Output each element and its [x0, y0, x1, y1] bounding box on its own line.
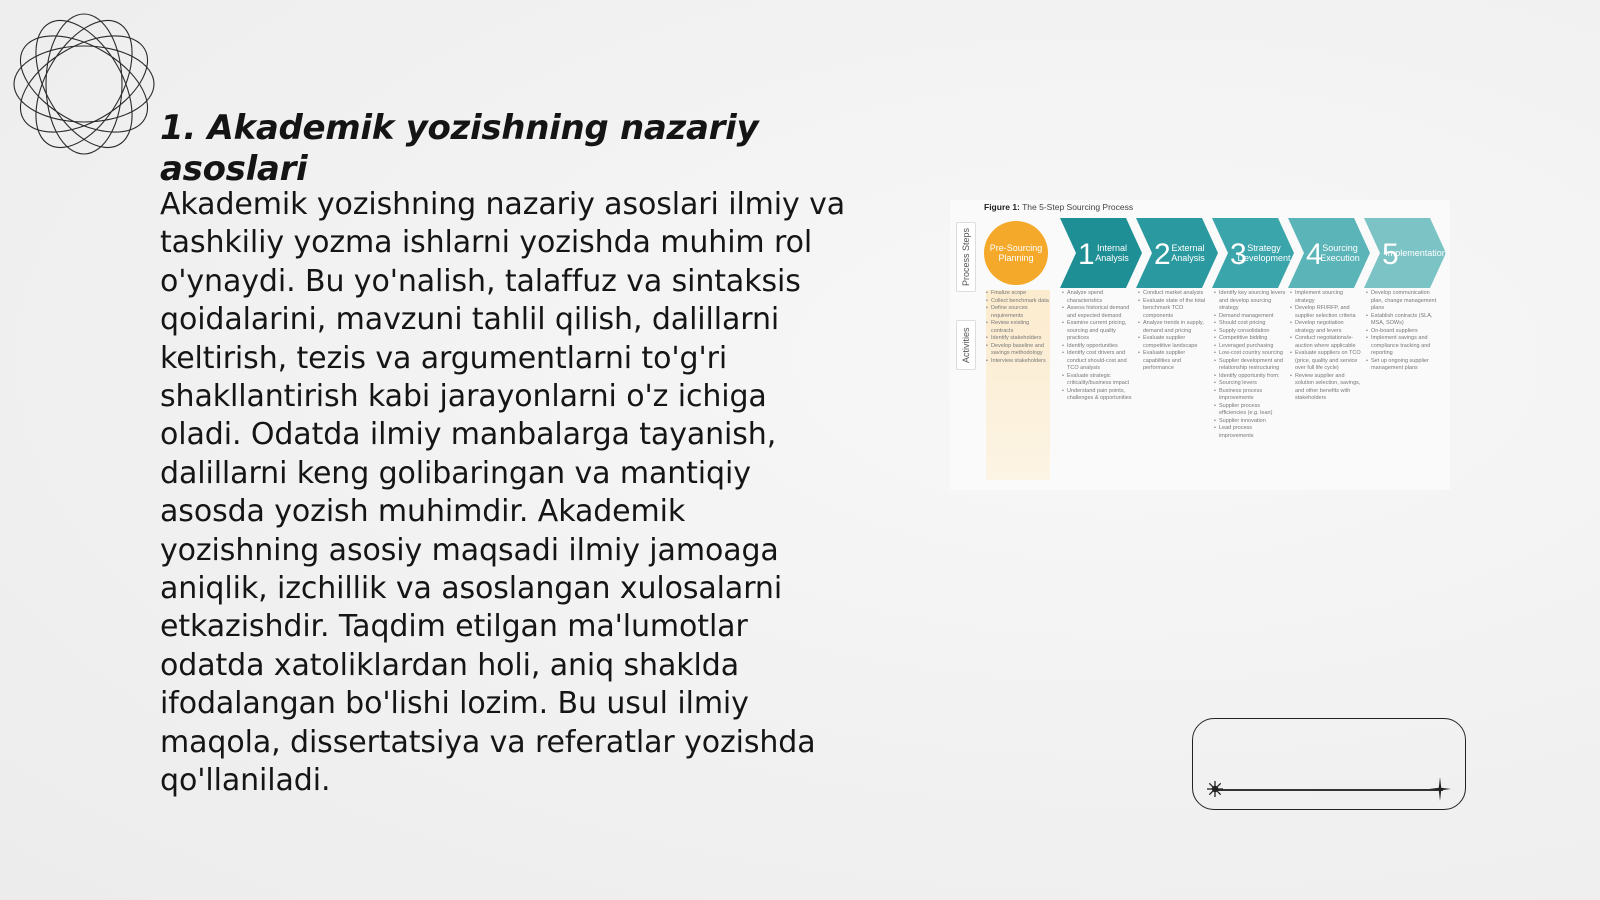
activity-item: • Evaluate supplier competitive landscape: [1138, 335, 1210, 350]
activity-item: • Demand management: [1214, 313, 1286, 321]
activity-item: • Identify opportunities: [1062, 343, 1134, 351]
activity-item: • Analyze trends in supply, demand and pricing: [1138, 320, 1210, 335]
activity-item: • On-board suppliers: [1366, 328, 1438, 336]
activity-item: • Define sources requirements: [986, 305, 1050, 320]
activity-column: [1062, 290, 1134, 480]
activity-item: • Implement sourcing strategy: [1290, 290, 1362, 305]
activity-item: • Develop baseline and savings methodology: [986, 343, 1050, 358]
activity-item: • Lead process improvements: [1214, 425, 1286, 440]
process-step-label: Analysis: [1095, 253, 1129, 263]
activity-item: • Finalize scope: [986, 290, 1050, 298]
activity-item: • Develop negotiation strategy and levers: [1290, 320, 1362, 335]
process-step-number: 1: [1078, 238, 1095, 271]
process-step-label: Internal: [1096, 243, 1128, 253]
slide-title: 1. Akademik yozishning nazariy asoslari: [160, 108, 759, 189]
activity-item: • Conduct negotiations/e-auction where applicable: [1290, 335, 1362, 350]
activity-item: • Evaluate supplier capabilities and performance: [1138, 350, 1210, 373]
activity-item: • Supplier development and relationship restructuring: [1214, 358, 1286, 373]
activity-item: • Leveraged purchasing: [1214, 343, 1286, 351]
process-step-label: Analysis: [1171, 253, 1205, 263]
activity-item: • Evaluate suppliers on TCO (price, quality and service over full life cycle): [1290, 350, 1362, 373]
slide-body-text: Akademik yozishning nazariy asoslari ilmiy va tashkiliy yozma ishlarni yozishda muhim rol o'ynaydi. Bu yo'nalish, talaffuz va sintaksis qoidalarini, mavzuni tahlil qilish, dalillarni keltirish, tezis va argumentlarni to'g'ri shakllantirish kabi jarayonlarni o'z ichiga oladi. Odatda ilmiy manbalarga tayanish, dalillarni keng golibaringan va mantiqiy asosda yozish muhimdir. Akademik yozishning asosiy maqsadi ilmiy jamoaga aniqlik, izchillik va asoslangan xulosalarni etkazishdir. Taqdim etilgan ma'lumotlar odatda xatoliklardan holi, aniq shaklda ifodalangan bo'lishi lozim. Bu usul ilmiy maqola, dissertatsiya va referatlar yozishda qo'llaniladi.: [160, 187, 846, 799]
process-step-label: Development: [1237, 253, 1291, 263]
activity-item: • Set up ongoing supplier management plans: [1366, 358, 1438, 373]
timeline-line: [1213, 789, 1443, 791]
activity-item: • Evaluate strategic criticality/business impact: [1062, 373, 1134, 388]
activity-item: • Develop communication plan, change management plans: [1366, 290, 1438, 313]
activity-item: • Identify stakeholders: [986, 335, 1050, 343]
activity-item: • Identify key sourcing levers and develop sourcing strategy: [1214, 290, 1286, 313]
activity-item: • Business process improvements: [1214, 388, 1286, 403]
activity-item: • Competitive bidding: [1214, 335, 1286, 343]
activity-item: • Evaluate state of the total benchmark TCO components: [1138, 298, 1210, 321]
activity-item: • Identify opportunity from:: [1214, 373, 1286, 381]
activity-item: • Establish contracts (SLA, MSA, SOWs): [1366, 313, 1438, 328]
process-step-label: Implementation: [1385, 248, 1447, 258]
process-step-label: Planning: [998, 253, 1034, 263]
process-step-label: Execution: [1320, 253, 1360, 263]
activity-item: • Examine current pricing, sourcing and quality practices: [1062, 320, 1134, 343]
activity-column: [1214, 290, 1286, 480]
side-tab-process-steps: Process Steps: [956, 222, 976, 292]
process-step-label: Pre-Sourcing: [989, 243, 1043, 253]
activity-item: • Supply consolidation: [1214, 328, 1286, 336]
activity-item: • Develop RFI/RFP, and supplier selection criteria: [1290, 305, 1362, 320]
activity-item: • Collect benchmark data: [986, 298, 1050, 306]
activity-item: • Supplier innovation: [1214, 418, 1286, 426]
timeline-box: [1192, 718, 1466, 810]
activity-column: [1366, 290, 1438, 480]
activity-item: • Interview stakeholders: [986, 358, 1050, 366]
process-step-number: 4: [1306, 238, 1323, 271]
process-step-number: 5: [1382, 238, 1399, 271]
figure-caption-label: Figure 1:: [984, 202, 1020, 212]
activity-item: • Low-cost country sourcing: [1214, 350, 1286, 358]
process-step-number: 3: [1230, 238, 1247, 271]
activity-item: • Review existing contracts: [986, 320, 1050, 335]
figure-caption-text: The 5-Step Sourcing Process: [1019, 202, 1134, 212]
activity-item: • Sourcing levers: [1214, 380, 1286, 388]
activity-item: • Understand pain points, challenges & opportunities: [1062, 388, 1134, 403]
activity-item: • Conduct market analysis: [1138, 290, 1210, 298]
sunburst-icon: [1205, 779, 1225, 799]
sparkle-icon: [1429, 777, 1451, 801]
decorative-rings-graphic: [10, 10, 158, 158]
activity-item: • Review supplier and solution selection, savings, and other benefits with stakeholders: [1290, 373, 1362, 403]
activity-column: [1290, 290, 1362, 480]
activity-item: • Analyze spend characteristics: [1062, 290, 1134, 305]
activity-item: • Assess historical demand and expected demand: [1062, 305, 1134, 320]
process-step-label: Strategy: [1247, 243, 1281, 253]
sourcing-process-figure: [950, 200, 1450, 490]
activity-column: [1138, 290, 1210, 480]
activity-item: • Should cost pricing: [1214, 320, 1286, 328]
activity-item: • Identify cost drivers and conduct should-cost and TCO analysis: [1062, 350, 1134, 373]
activity-item: • Supplier process efficiencies (e.g. lean): [1214, 403, 1286, 418]
activity-item: • Implement savings and compliance tracking and reporting: [1366, 335, 1438, 358]
side-tab-activities: Activities: [956, 320, 976, 370]
process-step-label: External: [1171, 243, 1205, 253]
process-step-number: 2: [1154, 238, 1171, 271]
activity-column: [986, 290, 1050, 480]
process-step-label: Sourcing: [1322, 243, 1358, 253]
